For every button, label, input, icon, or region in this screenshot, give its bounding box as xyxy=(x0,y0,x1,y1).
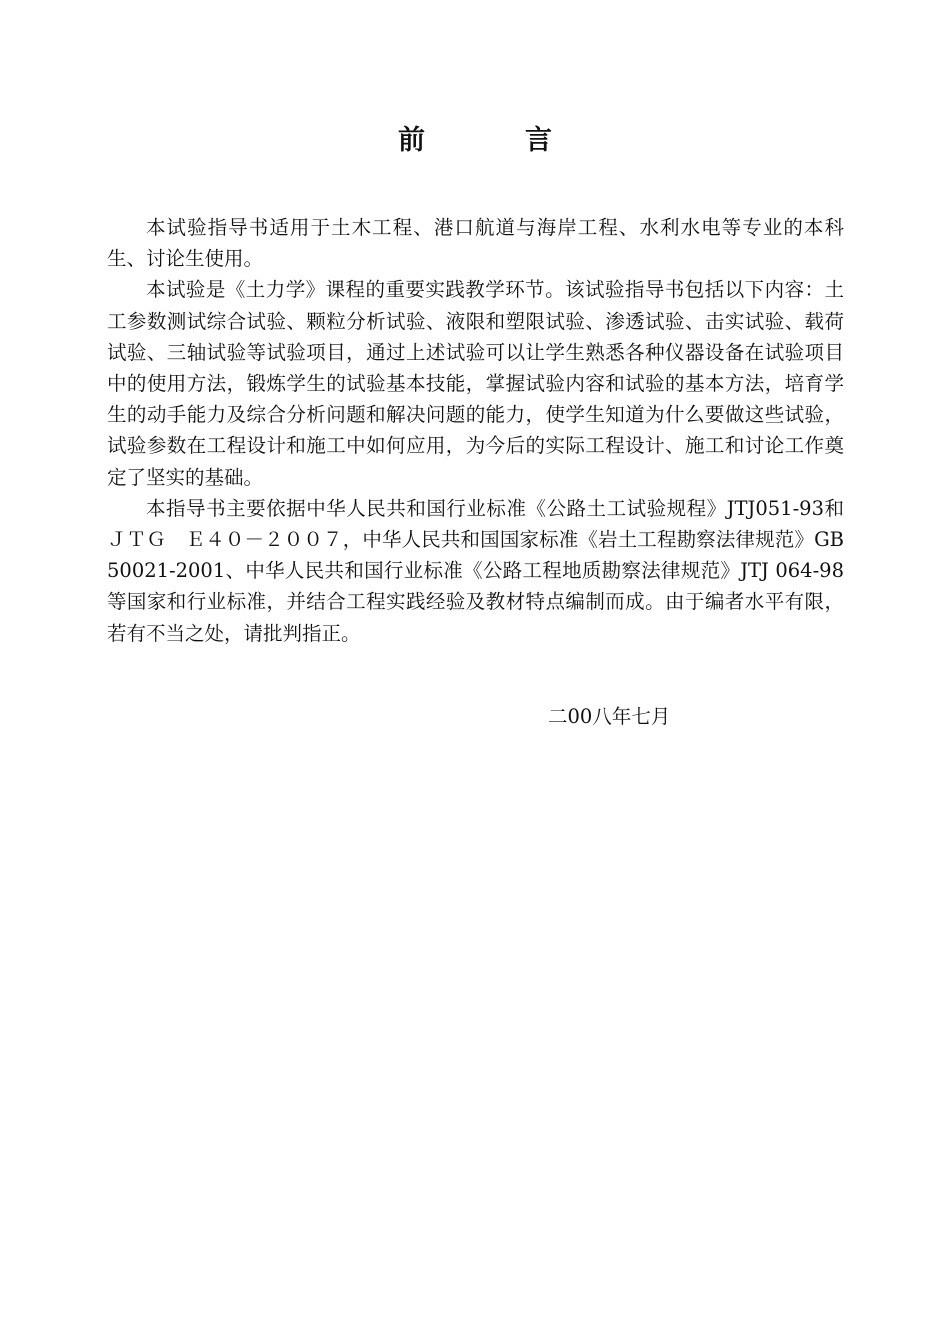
preface-body xyxy=(107,212,844,649)
title-char-1: 前 xyxy=(398,125,425,156)
title-char-2: 言 xyxy=(525,125,552,156)
date-line: 二00八年七月 xyxy=(548,705,671,728)
paragraph-scope: 本试验指导书适用于土木工程、港口航道与海岸工程、水利水电等专业的本科生、讨论生使用。 xyxy=(107,216,844,271)
paragraph-standards: 本指导书主要依据中华人民共和国行业标准《公路土工试验规程》JTJ051-93和ＪＴＧ Ｅ４０－２００７，中华人民共和国国家标准《岩土工程勘察法律规范》GB50021-2001、中华人民共和国行业标准《公路工程地质勘察法律规范》JTJ 064-98等国家和行业标准，并结合工程实践经验及教材特点编制而成。由于编者水平有限，若有不当之处，请批判指正。 xyxy=(107,496,844,645)
page-title xyxy=(0,118,950,157)
paragraph-content: 本试验是《土力学》课程的重要实践教学环节。该试验指导书包括以下内容：土工参数测试综合试验、颗粒分析试验、液限和塑限试验、渗透试验、击实试验、载荷试验、三轴试验等试验项目，通过上述试验可以让学生熟悉各种仪器设备在试验项目中的使用方法，锻炼学生的试验基本技能，掌握试验内容和试验的基本方法，培育学生的动手能力及综合分析问题和解决问题的能力，使学生知道为什么要做这些试验，试验参数在工程设计和施工中如何应用，为今后的实际工程设计、施工和讨论工作奠定了坚实的基础。 xyxy=(107,278,844,489)
